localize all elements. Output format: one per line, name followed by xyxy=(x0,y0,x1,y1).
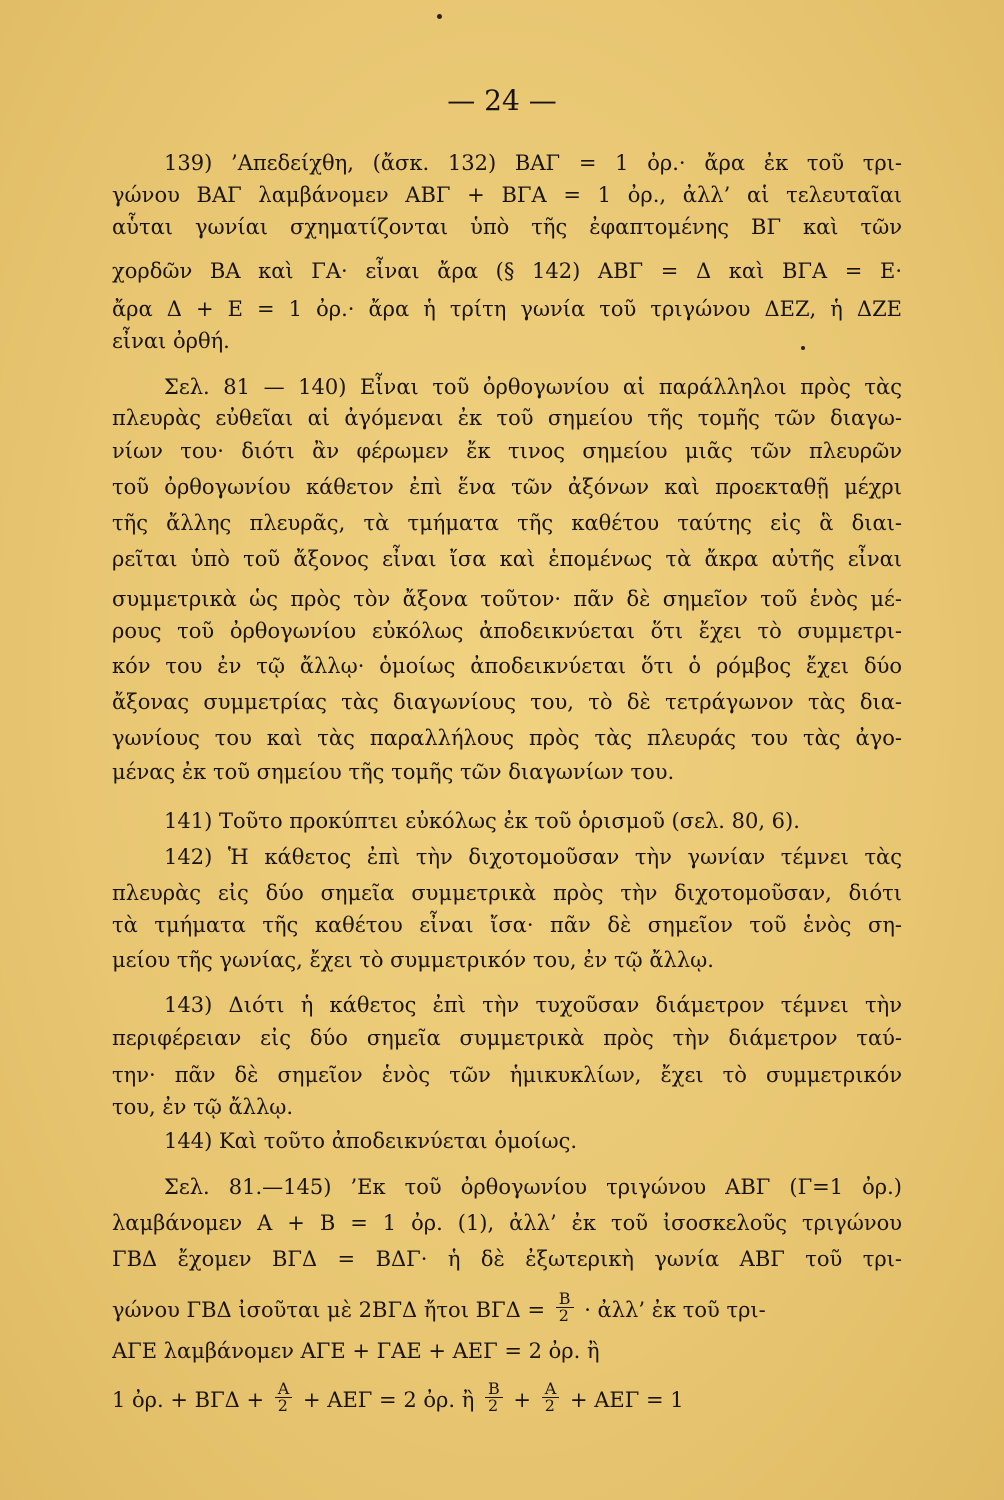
text-line: Σελ. 81.—145) ’Εκ τοῦ ὀρθογωνίου τριγώνου ΑΒΓ (Γ=1 ὀρ.) xyxy=(164,1175,902,1199)
text-line: νίων του· διότι ἂν φέρωμεν ἔκ τινος σημείου μιᾶς τῶν πλευρῶν xyxy=(112,439,902,463)
equation-text: + ΑΕΓ = 1 xyxy=(569,1388,684,1412)
text-line: εἶναι ὀρθή. xyxy=(112,329,230,353)
text-line: 142) Ἡ κάθετος ἐπὶ τὴν διχοτομοῦσαν τὴν γωνίαν τέμνει τὰς xyxy=(164,845,902,869)
fraction xyxy=(556,1291,574,1324)
fraction xyxy=(485,1381,503,1414)
fraction-numerator: Β xyxy=(485,1381,503,1398)
fraction-denominator: 2 xyxy=(487,1396,499,1415)
text-line: 139) ’Απεδείχθη, (ἄσκ. 132) ΒΑΓ = 1 ὀρ.· ἄρα ἐκ τοῦ τρι- xyxy=(164,151,902,175)
equation-line xyxy=(112,1290,902,1330)
ink-speck xyxy=(437,14,442,19)
text-line: 144) Καὶ τοῦτο ἀποδεικνύεται ὁμοίως. xyxy=(164,1129,578,1153)
text-line: συμμετρικὰ ὡς πρὸς τὸν ἄξονα τοῦτον· πᾶν δὲ σημεῖον τοῦ ἑνὸς μέ- xyxy=(112,587,902,611)
text-line: μείου τῆς γωνίας, ἔχει τὸ συμμετρικόν του, ἐν τῷ ἄλλῳ. xyxy=(112,948,714,972)
text-line: 141) Τοῦτο προκύπτει εὐκόλως ἐκ τοῦ ὁρισμοῦ (σελ. 80, 6). xyxy=(164,809,800,833)
equation-text: + xyxy=(513,1388,532,1412)
text-line: τῆς ἄλλης πλευρᾶς, τὰ τμήματα τῆς καθέτου ταύτης εἰς ἃ διαι- xyxy=(112,511,902,535)
fraction-denominator: 2 xyxy=(277,1396,288,1415)
text-line: τὰ τμήματα τῆς καθέτου εἶναι ἴσα· πᾶν δὲ σημεῖον τοῦ ἑνὸς ση- xyxy=(112,913,902,937)
text-line: του, ἐν τῷ ἄλλῳ. xyxy=(112,1095,294,1119)
text-line: 143) Διότι ἡ κάθετος ἐπὶ τὴν τυχοῦσαν διάμετρον τέμνει τὴν xyxy=(164,993,902,1017)
text-line: τοῦ ὀρθογωνίου κάθετον ἐπὶ ἕνα τῶν ἀξόνων καὶ προεκταθῇ μέχρι xyxy=(112,475,902,499)
fraction-numerator: Β xyxy=(556,1291,574,1308)
equation-text: 1 ὀρ. + ΒΓΔ + xyxy=(112,1388,265,1412)
fraction-denominator: 2 xyxy=(558,1306,569,1325)
fraction xyxy=(542,1381,560,1414)
fraction-numerator: Α xyxy=(275,1381,293,1398)
text-line: χορδῶν ΒΑ καὶ ΓΑ· εἶναι ἄρα (§ 142) ΑΒΓ = Δ καὶ ΒΓΑ = Ε· xyxy=(112,259,902,283)
text-line: μένας ἐκ τοῦ σημείου τῆς τομῆς τῶν διαγωνίων του. xyxy=(112,760,675,784)
fraction-denominator: 2 xyxy=(544,1396,555,1415)
equation-text: · ἀλλ’ ἐκ τοῦ τρι- xyxy=(584,1298,766,1322)
equation-text: + ΑΕΓ = 2 ὀρ. ἢ xyxy=(303,1388,475,1412)
text-line: κόν του ἐν τῷ ἄλλῳ· ὁμοίως ἀποδεικνύεται ὅτι ὁ ρόμβος ἔχει δύο xyxy=(112,654,902,678)
text-line: λαμβάνομεν Α + Β = 1 ὀρ. (1), ἀλλ’ ἐκ τοῦ ἰσοσκελοῦς τριγώνου xyxy=(112,1211,902,1235)
equation-line xyxy=(112,1378,902,1422)
text-line: ΓΒΔ ἔχομεν ΒΓΔ = ΒΔΓ· ἡ δὲ ἐξωτερικὴ γωνία ΑΒΓ τοῦ τρι- xyxy=(112,1247,902,1271)
text-line: πλευρὰς εὐθεῖαι αἱ ἀγόμεναι ἐκ τοῦ σημείου τῆς τομῆς τῶν διαγω- xyxy=(112,406,902,430)
text-line: περιφέρειαν εἰς δύο σημεῖα συμμετρικὰ πρὸς τὴν διάμετρον ταύ- xyxy=(112,1026,902,1050)
text-line: ἄξονας συμμετρίας τὰς διαγωνίους του, τὸ δὲ τετράγωνον τὰς δια- xyxy=(112,690,902,714)
text-line: γώνου ΒΑΓ λαμβάνομεν ΑΒΓ + ΒΓΑ = 1 ὀρ., ἀλλ’ αἱ τελευταῖαι xyxy=(112,183,902,207)
text-line: ἄρα Δ + Ε = 1 ὀρ.· ἄρα ἡ τρίτη γωνία τοῦ τριγώνου ΔΕΖ, ἡ ΔΖΕ xyxy=(112,297,902,321)
fraction xyxy=(275,1381,293,1414)
equation-text: γώνου ΓΒΔ ἰσοῦται μὲ 2ΒΓΔ ἤτοι ΒΓΔ = xyxy=(112,1298,546,1322)
text-line: ρεῖται ὑπὸ τοῦ ἄξονος εἶναι ἴσα καὶ ἑπομένως τὰ ἄκρα αὐτῆς εἶναι xyxy=(112,547,902,571)
text-line: γωνίους του καὶ τὰς παραλλήλους πρὸς τὰς πλευράς του τὰς ἀγο- xyxy=(112,726,902,750)
text-line: Σελ. 81 — 140) Εἶναι τοῦ ὀρθογωνίου αἱ παράλληλοι πρὸς τὰς xyxy=(164,375,902,399)
fraction-numerator: Α xyxy=(542,1381,560,1398)
text-line: πλευρὰς εἰς δύο σημεῖα συμμετρικὰ πρὸς τὴν διχοτομοῦσαν, διότι xyxy=(112,881,902,905)
page-number: — 24 — xyxy=(447,84,557,117)
text-line: αὗται γωνίαι σχηματίζονται ὑπὸ τῆς ἐφαπτομένης ΒΓ καὶ τῶν xyxy=(112,215,902,239)
equation-line: ΑΓΕ λαμβάνομεν ΑΓΕ + ΓΑΕ + ΑΕΓ = 2 ὀρ. ἢ xyxy=(112,1339,600,1363)
text-line: ρους τοῦ ὀρθογωνίου εὐκόλως ἀποδεικνύεται ὅτι ἔχει τὸ συμμετρι- xyxy=(112,619,902,643)
text-line: την· πᾶν δὲ σημεῖον ἑνὸς τῶν ἡμικυκλίων, ἔχει τὸ συμμετρικόν xyxy=(112,1063,902,1087)
